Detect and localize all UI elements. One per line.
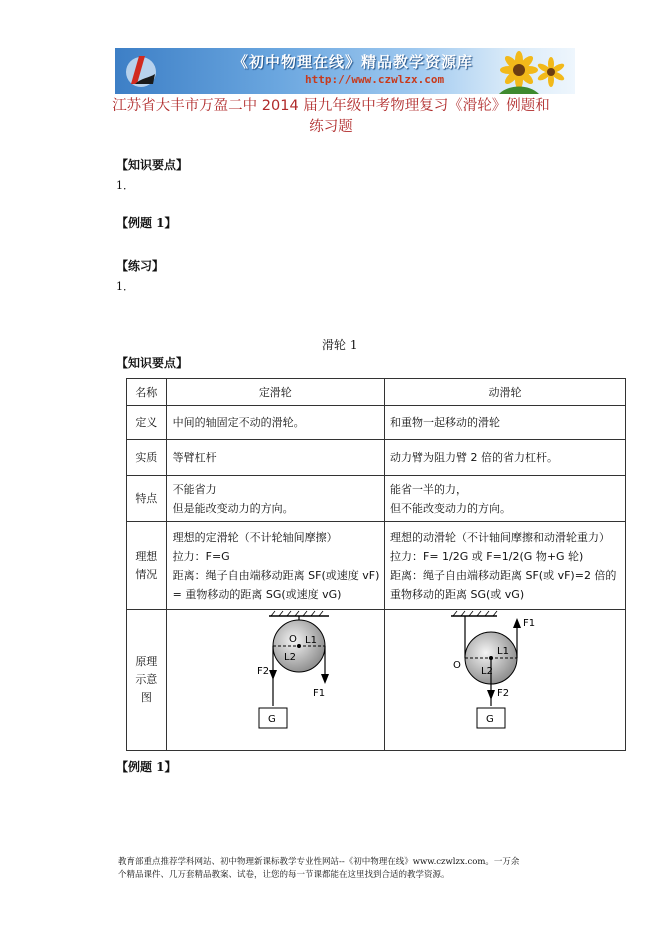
movable-ideal-line: 拉力：F= 1/2G 或 F=1/2(G 物+G 轮) [390, 549, 584, 563]
fixed-features [166, 476, 384, 522]
section-example-2: 【例题 1】 [116, 760, 177, 774]
table-row [127, 440, 626, 476]
fixed-pulley-diagram-cell [166, 610, 384, 751]
arrow-f2-icon [487, 690, 495, 700]
fixed-pulley-diagram [167, 610, 379, 744]
movable-ideal [385, 522, 626, 610]
fixed-ideal-line: 理想的定滑轮（不计轮轴间摩擦） [172, 530, 338, 544]
fixed-ideal-line: 拉力：F=G [172, 549, 230, 563]
fixed-ideal-line: 距离：绳子自由端移动距离 SF(或速度 vF) [172, 568, 380, 582]
arrow-f1-icon [321, 674, 329, 684]
movable-feature-line: 但不能改变动力的方向。 [390, 501, 511, 515]
arrow-f1-icon [513, 618, 521, 628]
row-label: 定义 [127, 406, 167, 440]
fixed-feature-line: 但是能改变动力的方向。 [172, 501, 294, 515]
label-l1: L1 [304, 635, 317, 646]
row-label: 特点 [127, 476, 167, 522]
row-label-line: 理想 [135, 549, 158, 563]
label-l2: L2 [283, 652, 296, 663]
table-row [127, 610, 626, 751]
fixed-essence: 等臂杠杆 [166, 440, 384, 476]
fixed-feature-line: 不能省力 [172, 482, 217, 496]
movable-pulley-diagram [385, 610, 625, 744]
label-f2: F2 [497, 688, 510, 699]
movable-ideal-line: 理想的动滑轮（不计轴间摩擦和动滑轮重力） [390, 530, 610, 544]
movable-features [385, 476, 626, 522]
header-movable-pulley: 动滑轮 [385, 379, 626, 406]
table-row [127, 406, 626, 440]
row-label-line: 图 [140, 691, 152, 704]
table-row [127, 522, 626, 610]
header-banner [115, 48, 575, 94]
label-l1: L1 [497, 646, 509, 657]
banner-title: 《初中物理在线》精品教学资源库 [233, 53, 474, 71]
movable-definition: 和重物一起移动的滑轮 [385, 406, 626, 440]
footer-line: 教育部重点推荐学科网站、初中物理新课标教学专业性网站--《初中物理在线》www.czwlzx.com。一万余 [118, 857, 520, 867]
movable-essence: 动力臂为阻力臂 2 倍的省力杠杆。 [385, 440, 626, 476]
section-knowledge-points: 【知识要点】 [116, 158, 189, 172]
row-label-line: 原理 [135, 655, 158, 668]
movable-pulley-diagram-cell [385, 610, 626, 751]
label-o: O [453, 660, 461, 671]
label-f2: F2 [256, 666, 269, 677]
fixed-definition: 中间的轴固定不动的滑轮。 [166, 406, 384, 440]
label-l2: L2 [481, 666, 493, 677]
row-label [127, 522, 167, 610]
row-label-line: 情况 [135, 567, 158, 581]
arrow-f2-icon [269, 670, 277, 680]
section-example: 【例题 1】 [116, 216, 177, 230]
header-name: 名称 [127, 379, 167, 406]
document-title: 江苏省大丰市万盈二中 2014 届九年级中考物理复习《滑轮》例题和练习题 [112, 98, 550, 135]
movable-ideal-line: 距离：绳子自由端移动距离 SF(或 vF)=2 倍的 [390, 568, 617, 582]
footer-line: 个精品课件、几万套精品教案、试卷，让您的每一节课都能在这里找到合适的教学资源。 [118, 870, 450, 880]
site-logo-icon [123, 50, 163, 92]
section-practice: 【练习】 [116, 259, 165, 273]
section-knowledge-points-2: 【知识要点】 [116, 356, 189, 370]
row-label: 实质 [127, 440, 167, 476]
row-label-line: 示意 [135, 673, 158, 686]
sunflower-icon [489, 50, 569, 94]
label-g: G [486, 714, 494, 725]
fixed-ideal [166, 522, 384, 610]
practice-item-number: 1． [116, 280, 134, 293]
page-footer [118, 856, 588, 882]
row-label [127, 610, 167, 751]
knowledge-item-number: 1． [116, 179, 134, 192]
pulley-heading: 滑轮 1 [322, 338, 358, 352]
movable-feature-line: 能省一半的力， [390, 482, 467, 496]
label-o: O [288, 634, 297, 645]
label-f1: F1 [523, 618, 536, 629]
header-fixed-pulley: 定滑轮 [166, 379, 384, 406]
label-f1: F1 [312, 688, 325, 699]
table-header-row [127, 379, 626, 406]
banner-url: http://www.czwlzx.com [305, 73, 445, 86]
table-row [127, 476, 626, 522]
movable-ideal-line: 重物移动的距离 SG(或 vG) [390, 587, 525, 601]
pulley-comparison-table [126, 378, 626, 751]
fixed-ideal-line: = 重物移动的距离 SG(或速度 vG) [172, 587, 342, 601]
label-g: G [267, 714, 276, 725]
pulley-center [297, 644, 301, 648]
